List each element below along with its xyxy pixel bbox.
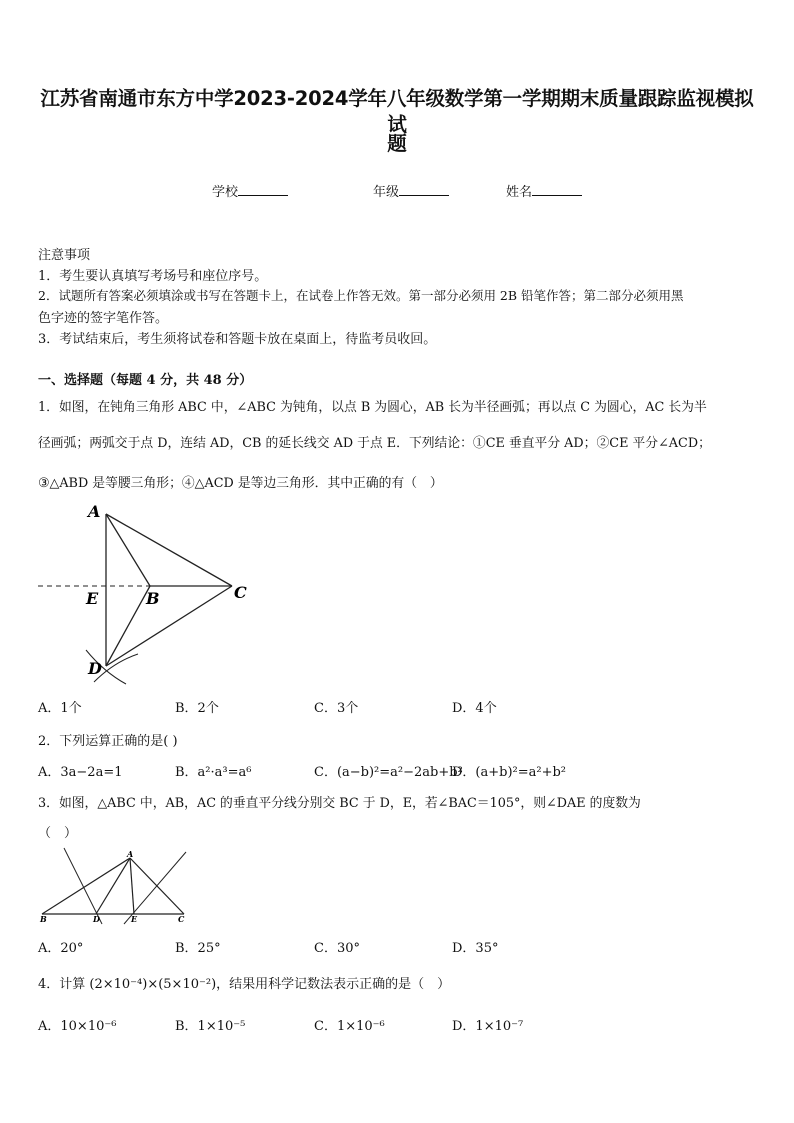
q3-perp-bisector-ab (64, 848, 102, 924)
q3-segment-ad (96, 858, 130, 914)
name-label: 姓名 (506, 185, 533, 200)
name-field[interactable] (506, 181, 582, 200)
school-label: 学校 (212, 185, 239, 200)
q4-option-d[interactable]: D．1×10⁻⁷ (452, 1019, 524, 1034)
q1-stem-line2: 径画弧；两弧交于点 D，连结 AD，CB 的延长线交 AD 于点 E．下列结论：①CE 垂直平分 AD；②CE 平分∠ACD； (38, 436, 711, 451)
q1-segment-bd (106, 586, 150, 666)
q1-segment-ac (106, 514, 232, 586)
q1-figure (34, 500, 274, 690)
school-field[interactable] (212, 181, 288, 200)
q3-label-d: D (93, 914, 100, 924)
q3-segment-ab (42, 858, 130, 914)
q3-label-a: A (127, 849, 134, 859)
q1-segment-ab (106, 514, 150, 586)
q3-option-a[interactable]: A．20° (38, 941, 84, 956)
q1-label-c: C (234, 583, 247, 602)
school-blank[interactable] (238, 183, 288, 196)
q3-option-d[interactable]: D．35° (452, 941, 499, 956)
q2-option-d[interactable]: D．(a+b)²=a²+b² (452, 765, 567, 780)
q3-stem-line2: （ ） (38, 826, 78, 841)
q3-stem-line1: 3．如图，△ABC 中，AB，AC 的垂直平分线分别交 BC 于 D，E，若∠BAC＝105°，则∠DAE 的度数为 (38, 796, 641, 811)
class-label: 年级 (373, 185, 400, 200)
notice-item: 2．试题所有答案必须填涂或书写在答题卡上，在试卷上作答无效。第一部分必须用 2B 铅笔作答；第二部分必须用黑 (38, 288, 684, 303)
q3-figure (36, 846, 196, 926)
notice-item: 3．考试结束后，考生须将试卷和答题卡放在桌面上，待监考员收回。 (38, 332, 437, 347)
name-blank[interactable] (532, 183, 582, 196)
notice-heading: 注意事项 (38, 248, 91, 263)
q4-option-b[interactable]: B．1×10⁻⁵ (175, 1019, 246, 1034)
q1-label-d: D (88, 659, 102, 678)
q1-option-d[interactable]: D．4个 (452, 701, 497, 716)
q4-option-a[interactable]: A．10×10⁻⁶ (38, 1019, 117, 1034)
page-title-continued: 题 (387, 132, 407, 155)
q3-label-b: B (40, 914, 47, 924)
q1-label-e: E (86, 589, 99, 608)
q2-option-c[interactable]: C．(a−b)²=a²−2ab+b² (314, 765, 463, 780)
section-heading: 一、选择题（每题 4 分，共 48 分） (38, 373, 253, 388)
q2-option-b[interactable]: B．a²·a³=a⁶ (175, 765, 252, 780)
class-blank[interactable] (399, 183, 449, 196)
q2-option-a[interactable]: A．3a−2a=1 (38, 765, 123, 780)
q3-label-c: C (178, 914, 185, 924)
q1-label-a: A (88, 502, 101, 521)
q1-stem-line1: 1．如图，在钝角三角形 ABC 中，∠ABC 为钝角，以点 B 为圆心，AB 长为半径画弧；再以点 C 为圆心，AC 长为半 (38, 400, 707, 415)
q1-option-a[interactable]: A．1个 (38, 701, 82, 716)
q1-stem-line3: ③△ABD 是等腰三角形；④△ACD 是等边三角形．其中正确的有（ ） (38, 476, 443, 491)
class-field[interactable] (373, 181, 449, 200)
notice-item: 色字迹的签字笔作答。 (38, 311, 169, 326)
notice-item: 1．考生要认真填写考场号和座位序号。 (38, 269, 268, 284)
q3-option-c[interactable]: C．30° (314, 941, 360, 956)
q2-stem: 2．下列运算正确的是( ) (38, 734, 178, 749)
q4-option-c[interactable]: C．1×10⁻⁶ (314, 1019, 385, 1034)
q3-segment-ae (130, 858, 134, 914)
q1-option-b[interactable]: B．2个 (175, 701, 219, 716)
page-title: 江苏省南通市东方中学2023-2024学年八年级数学第一学期期末质量跟踪监视模拟试 (40, 87, 754, 136)
q1-segment-cd (106, 586, 232, 666)
q4-stem: 4．计算 (2×10⁻⁴)×(5×10⁻²)，结果用科学记数法表示正确的是（ ） (38, 977, 451, 992)
q1-option-c[interactable]: C．3个 (314, 701, 359, 716)
q3-label-e: E (131, 914, 138, 924)
q3-option-b[interactable]: B．25° (175, 941, 221, 956)
q1-label-b: B (146, 589, 160, 608)
